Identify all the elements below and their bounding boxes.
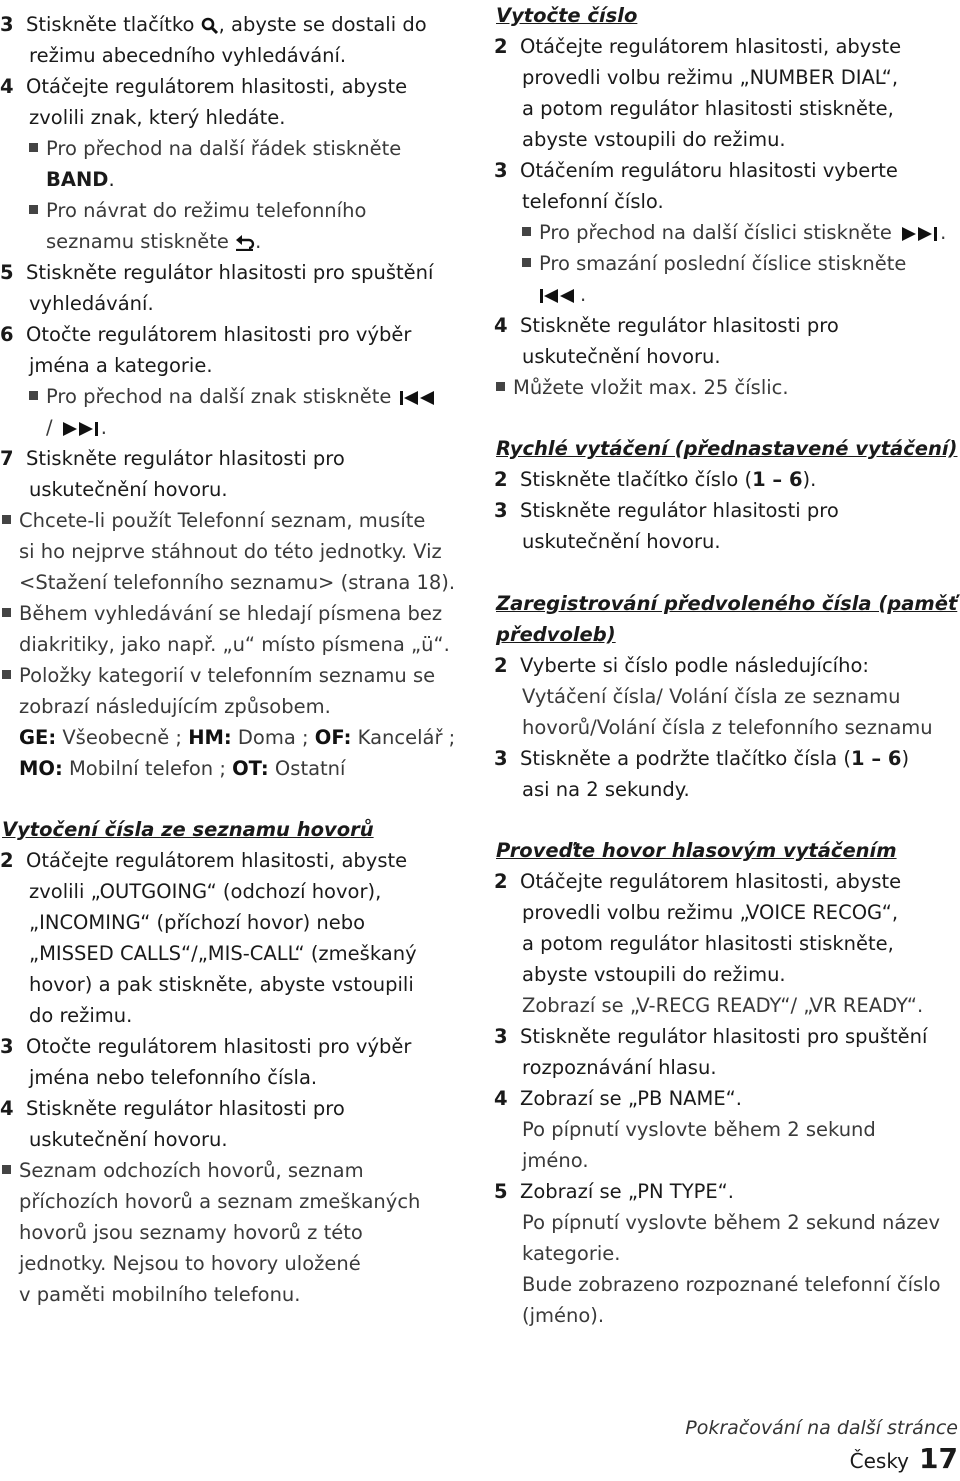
- step-4: 4 Otáčejte regulátorem hlasitosti, abyste: [0, 75, 408, 98]
- voice-step-3: 3 Stiskněte regulátor hlasitosti pro spuštění: [494, 1025, 928, 1048]
- bullet: Pro návrat do režimu telefonního: [29, 195, 366, 226]
- search-icon: [201, 17, 219, 35]
- step-number: 3: [0, 13, 14, 36]
- category-list: GE: Všeobecně ; HM: Doma ; OF: Kancelář ;: [19, 726, 456, 749]
- note: Chcete-li použít Telefonní seznam, musíte: [2, 505, 425, 536]
- voice-step-2: 2 Otáčejte regulátorem hlasitosti, abyste: [494, 870, 902, 893]
- step-3: 3 Stiskněte tlačítko , abyste se dostali do: [0, 13, 427, 36]
- register-step-2: 2 Vyberte si číslo podle následujícího:: [494, 654, 869, 677]
- note: Během vyhledávání se hledají písmena bez: [2, 598, 442, 629]
- band-key: BAND: [46, 168, 109, 191]
- skip-forward-icon: [59, 421, 101, 437]
- page-footer: [850, 1442, 958, 1475]
- language-label: Česky: [849, 1449, 910, 1473]
- section-heading-preset-dial: Rychlé vytáčení (přednastavené vytáčení): [496, 437, 958, 460]
- step-7: 7 Stiskněte regulátor hlasitosti pro: [0, 447, 345, 470]
- register-step-3: 3 Stiskněte a podržte tlačítko čísla (1 – 6): [494, 747, 910, 770]
- dial-step-4: 4 Stiskněte regulátor hlasitosti pro: [494, 314, 839, 337]
- step-6: 6 Otočte regulátorem hlasitosti pro výběr: [0, 323, 412, 346]
- note: Seznam odchozích hovorů, seznam: [2, 1155, 364, 1186]
- bullet: Pro přechod na další číslici stiskněte .: [522, 217, 946, 248]
- preset-step-2: 2 Stiskněte tlačítko číslo (1 – 6).: [494, 468, 817, 491]
- dial-step-2: 2 Otáčejte regulátorem hlasitosti, abyste: [494, 35, 902, 58]
- bullet: Pro přechod na další znak stiskněte: [29, 381, 440, 412]
- skip-back-icon: [398, 390, 440, 406]
- call-step-2: 2 Otáčejte regulátorem hlasitosti, abyste: [0, 849, 408, 872]
- return-icon: [235, 235, 255, 251]
- note: Můžete vložit max. 25 číslic.: [496, 372, 789, 403]
- section-heading-dial: Vytočte číslo: [496, 4, 638, 27]
- skip-forward-icon: [898, 226, 940, 242]
- skip-back-icon: [538, 288, 580, 304]
- continued-label: Pokračování na další stránce: [685, 1417, 958, 1439]
- call-step-3: 3 Otočte regulátorem hlasitosti pro výběr: [0, 1035, 412, 1058]
- bullet: Pro přechod na další řádek stiskněte: [29, 133, 401, 164]
- voice-step-5: 5 Zobrazí se „PN TYPE“.: [494, 1180, 734, 1203]
- step-5: 5 Stiskněte regulátor hlasitosti pro spuštění: [0, 261, 434, 284]
- section-heading-call-list: Vytočení čísla ze seznamu hovorů: [2, 818, 374, 841]
- page-number: 17: [919, 1442, 958, 1475]
- call-step-4: 4 Stiskněte regulátor hlasitosti pro: [0, 1097, 345, 1120]
- section-heading-preset-register: Zaregistrování předvoleného čísla (paměť: [496, 592, 958, 615]
- section-heading-voice-dial: Proveďte hovor hlasovým vytáčením: [496, 839, 897, 862]
- note: Položky kategorií v telefonním seznamu se: [2, 660, 435, 691]
- voice-step-4: 4 Zobrazí se „PB NAME“.: [494, 1087, 742, 1110]
- dial-step-3: 3 Otáčením regulátoru hlasitosti vyberte: [494, 159, 898, 182]
- bullet: Pro smazání poslední číslice stiskněte: [522, 248, 906, 279]
- preset-step-3: 3 Stiskněte regulátor hlasitosti pro: [494, 499, 839, 522]
